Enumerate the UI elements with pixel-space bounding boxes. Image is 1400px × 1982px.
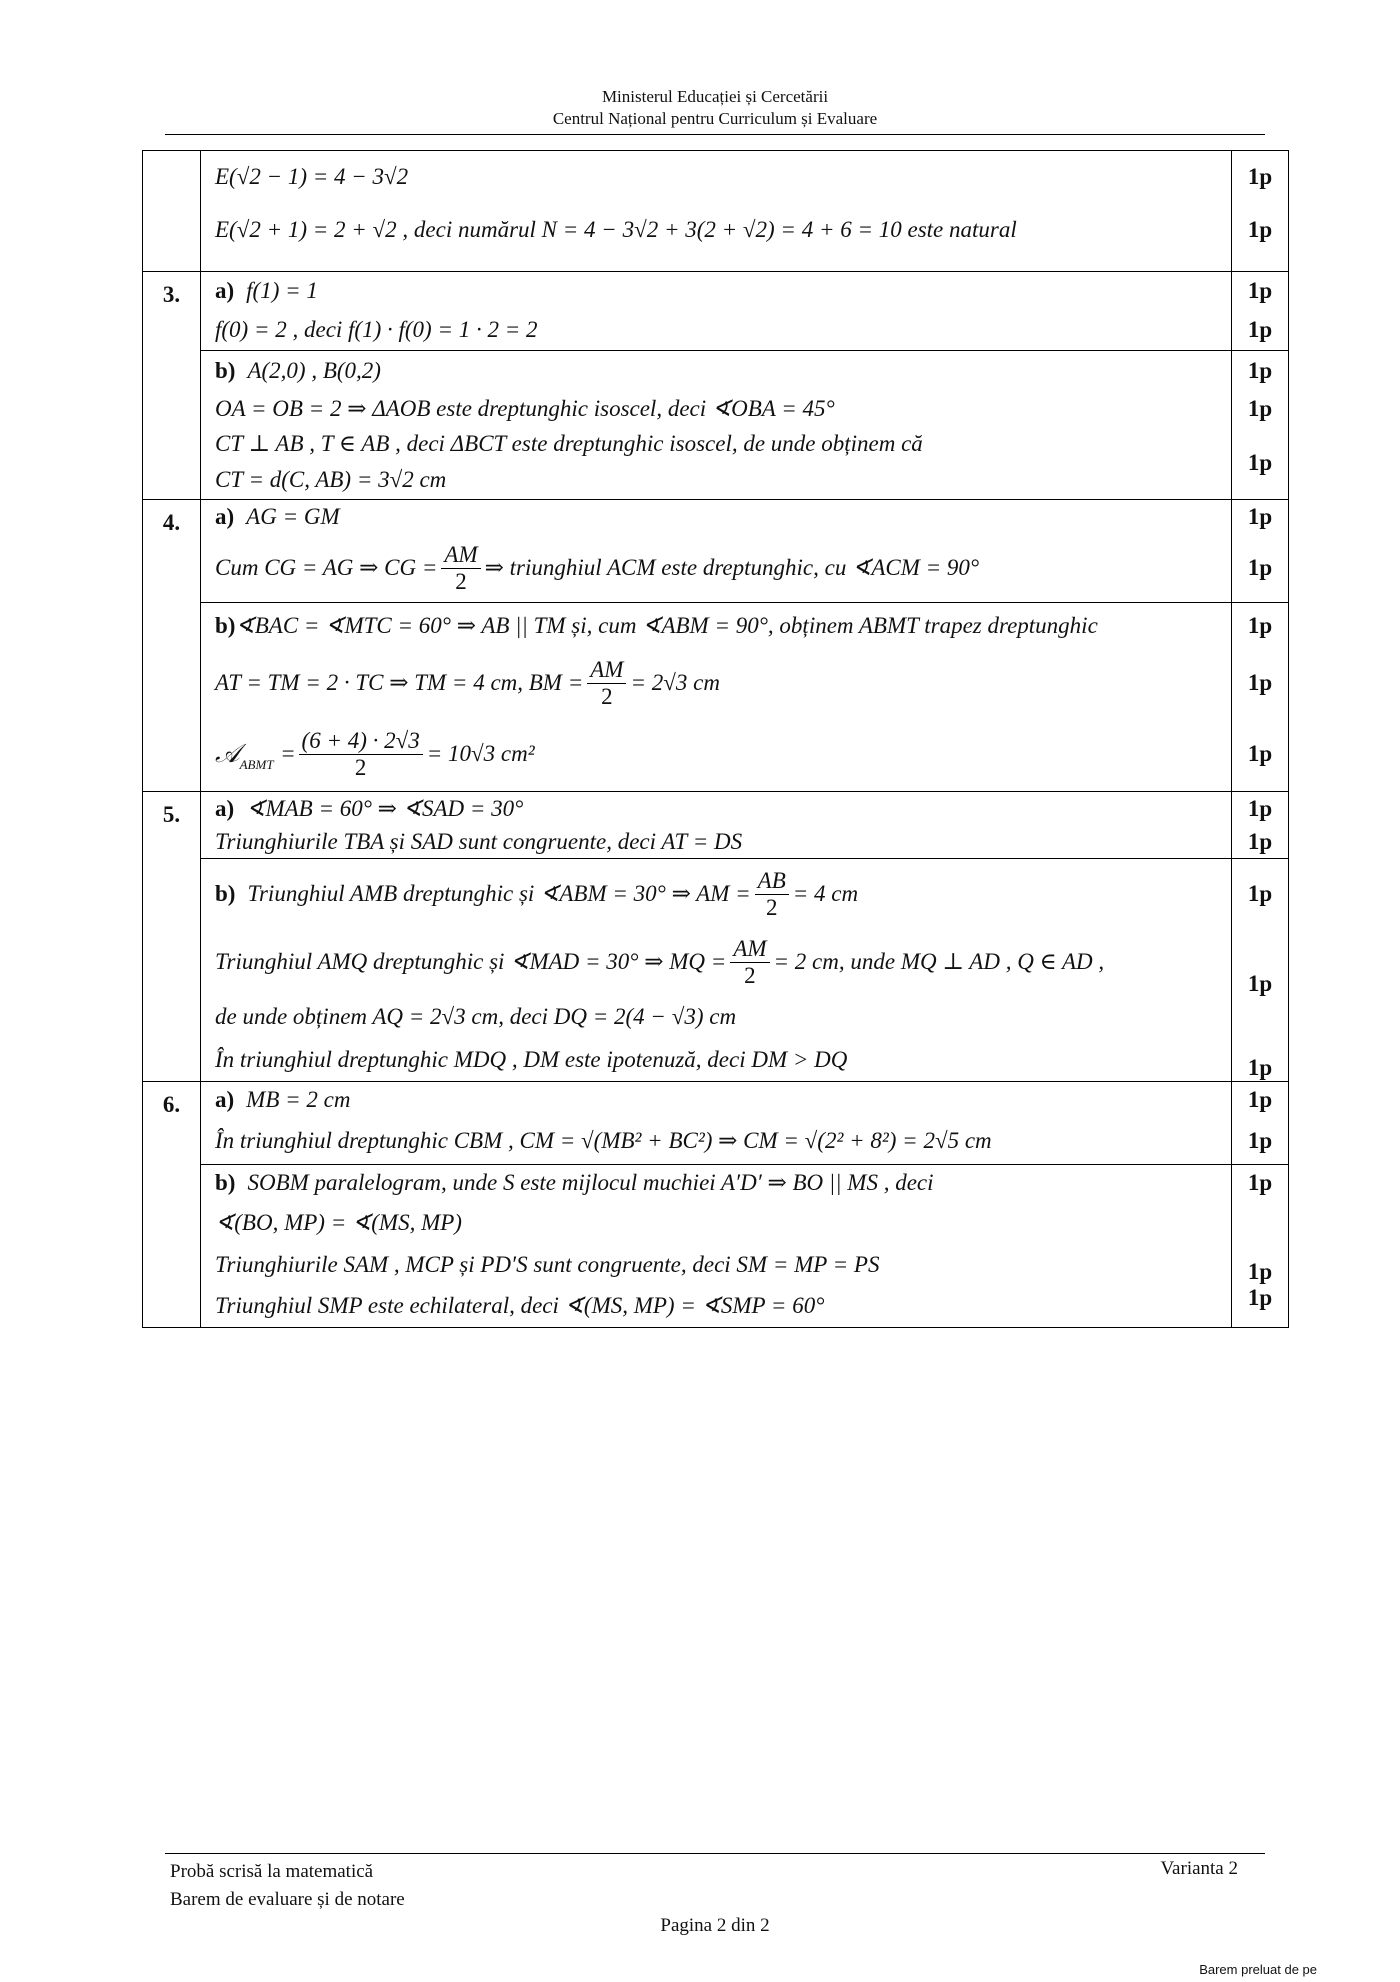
answer-line: de unde obținem AQ = 2√3 cm, deci DQ = 2(4 − √3) cm — [215, 1004, 737, 1029]
fraction-denominator: 2 — [455, 568, 467, 594]
answer-cell — [201, 792, 1232, 859]
fraction-denominator: 2 — [601, 683, 613, 709]
answer-cell — [201, 351, 1232, 500]
answer-cell — [201, 151, 1232, 272]
table-row — [143, 151, 1289, 272]
answer-line: E(√2 + 1) = 2 + √2 , deci numărul N = 4 − 3√2 + 3(2 + √2) = 4 + 6 = 10 este natural — [215, 217, 1017, 242]
answer-line: SOBM paralelogram, unde S este mijlocul muchiei A′D′ ⇒ BO || MS , deci — [247, 1170, 934, 1195]
source-credit: Barem preluat de pe — [1199, 1962, 1317, 1977]
fraction-denominator: 2 — [354, 754, 367, 780]
points-cell — [1232, 151, 1289, 272]
fraction — [441, 542, 480, 595]
points-cell — [1232, 272, 1289, 351]
center-name: Centrul Național pentru Curriculum și Evaluare — [552, 109, 878, 128]
answer-line: ∢BAC = ∢MTC = 60° ⇒ AB || TM și, cum ∢ABM = 90°, obținem ABMT trapez dreptunghic — [235, 613, 1098, 638]
fraction — [587, 657, 626, 710]
fraction-numerator: (6 + 4) · 2√3 — [299, 728, 423, 755]
fraction — [755, 868, 789, 921]
fraction — [730, 936, 769, 989]
table-row — [143, 272, 1289, 351]
fraction-denominator: 2 — [765, 894, 778, 920]
header-rule — [165, 134, 1265, 135]
subpoint-label: b) — [215, 1170, 236, 1195]
answer-line: Triunghiurile SAM , MCP și PD′S sunt congruente, deci SM = MP = PS — [215, 1252, 880, 1277]
subpoint-label: a) — [215, 1087, 235, 1112]
answer-line: CT = d(C, AB) = 3√2 cm — [215, 467, 447, 492]
item-number-cell: 3. — [143, 272, 201, 500]
points-value: 1p — [1247, 1285, 1273, 1310]
answer-line: = 2 cm, unde MQ ⊥ AD , Q ∈ AD , — [773, 949, 1105, 974]
answer-line: În triunghiul dreptunghic CBM , CM = √(MB² + BC²) ⇒ CM = √(2² + 8²) = 2√5 cm — [215, 1128, 992, 1153]
table-row — [143, 603, 1289, 792]
page-header — [165, 86, 1265, 130]
table-row — [143, 351, 1289, 500]
answer-cell — [201, 272, 1232, 351]
answer-cell — [201, 603, 1232, 792]
area-subscript: ABMT — [239, 757, 274, 772]
answer-line: E(√2 − 1) = 4 − 3√2 — [215, 164, 409, 189]
points-value: 1p — [1247, 1128, 1273, 1153]
points-value: 1p — [1247, 555, 1273, 580]
answer-line: f(1) = 1 — [246, 278, 318, 303]
points-value: 1p — [1247, 358, 1273, 383]
ministry-name: Ministerul Educației și Cercetării — [601, 87, 829, 106]
points-cell — [1232, 1165, 1289, 1328]
subpoint-label: b) — [215, 881, 236, 906]
page-number: Pagina 2 din 2 — [660, 1915, 770, 1936]
subpoint-label: a) — [215, 278, 235, 303]
table-row — [143, 1165, 1289, 1328]
points-value: 1p — [1247, 217, 1273, 242]
answer-cell — [201, 859, 1232, 1082]
answer-line: A(2,0) , B(0,2) — [247, 358, 381, 383]
points-cell — [1232, 859, 1289, 1082]
answer-line: Triunghiul SMP este echilateral, deci ∢(MS, MP) = ∢SMP = 60° — [215, 1293, 825, 1318]
points-value: 1p — [1247, 796, 1273, 821]
subpoint-label: b) — [215, 613, 236, 638]
points-cell — [1232, 1082, 1289, 1165]
footer-left — [170, 1858, 405, 1914]
item-number-cell: 6. — [143, 1082, 201, 1328]
answer-line: ∢MAB = 60° ⇒ ∢SAD = 30° — [246, 796, 524, 821]
answer-cell — [201, 1082, 1232, 1165]
points-cell — [1232, 603, 1289, 792]
points-cell — [1232, 500, 1289, 603]
points-value: 1p — [1247, 1087, 1273, 1112]
fraction — [299, 728, 423, 781]
points-value: 1p — [1247, 396, 1273, 421]
item-number-cell — [143, 151, 201, 272]
answer-line: = 2√3 cm — [630, 670, 720, 695]
answer-line: f(0) = 2 , deci f(1) · f(0) = 1 · 2 = 2 — [215, 317, 538, 342]
answer-line: Cum CG = AG ⇒ CG = — [215, 555, 438, 580]
fraction-numerator: AB — [755, 868, 789, 895]
answer-line: AT = TM = 2 · TC ⇒ TM = 4 cm, BM = — [215, 670, 584, 695]
points-value: 1p — [1247, 1170, 1273, 1195]
answer-line: CT ⊥ AB , T ∈ AB , deci ΔBCT este dreptunghic isoscel, de unde obținem că — [215, 431, 923, 456]
points-value: 1p — [1247, 971, 1273, 996]
points-cell — [1232, 792, 1289, 859]
table-row — [143, 859, 1289, 1082]
table-row — [143, 792, 1289, 859]
points-value: 1p — [1247, 450, 1273, 475]
fraction-denominator: 2 — [744, 962, 756, 988]
points-value: 1p — [1247, 317, 1273, 342]
table-row — [143, 500, 1289, 603]
grading-table — [142, 150, 1289, 1328]
points-value: 1p — [1247, 504, 1273, 529]
points-value: 1p — [1247, 613, 1273, 638]
answer-line: ⇒ triunghiul ACM este dreptunghic, cu ∢ACM = 90° — [484, 555, 980, 580]
footer-rule — [165, 1853, 1265, 1854]
points-value: 1p — [1247, 829, 1273, 854]
answer-line: AG = GM — [246, 504, 340, 529]
points-value: 1p — [1247, 741, 1273, 766]
fraction-numerator: AM — [730, 936, 769, 963]
points-value: 1p — [1247, 670, 1273, 695]
equals-sign: = — [281, 741, 295, 766]
subpoint-label: a) — [215, 504, 235, 529]
points-value: 1p — [1247, 1055, 1273, 1080]
points-cell — [1232, 351, 1289, 500]
answer-cell — [201, 500, 1232, 603]
answer-line: ∢(BO, MP) = ∢(MS, MP) — [215, 1210, 462, 1235]
answer-line: OA = OB = 2 ⇒ ΔAOB este dreptunghic isoscel, deci ∢OBA = 45° — [215, 396, 835, 421]
variant-label: Varianta 2 — [1160, 1858, 1238, 1879]
answer-line: Triunghiul AMQ dreptunghic și ∢MAD = 30° ⇒ MQ = — [215, 949, 727, 974]
exam-name: Probă scrisă la matematică — [170, 1861, 374, 1882]
points-value: 1p — [1247, 1259, 1273, 1284]
points-value: 1p — [1247, 278, 1273, 303]
table-row — [143, 1082, 1289, 1165]
answer-cell — [201, 1165, 1232, 1328]
subpoint-label: b) — [215, 358, 236, 383]
points-value: 1p — [1247, 164, 1273, 189]
answer-line: În triunghiul dreptunghic MDQ , DM este ipotenuză, deci DM > DQ — [215, 1047, 848, 1072]
item-number-cell: 4. — [143, 500, 201, 792]
points-value: 1p — [1247, 881, 1273, 906]
fraction-numerator: AM — [587, 657, 626, 684]
item-number-cell: 5. — [143, 792, 201, 1082]
document-type: Barem de evaluare și de notare — [170, 1889, 405, 1910]
subpoint-label: a) — [215, 796, 235, 821]
answer-line: = 4 cm — [792, 881, 859, 906]
answer-line: MB = 2 cm — [246, 1087, 351, 1112]
answer-line: = 10√3 cm² — [426, 741, 535, 766]
answer-line: Triunghiurile TBA și SAD sunt congruente, deci AT = DS — [215, 829, 743, 854]
area-symbol: 𝒜 — [215, 738, 240, 768]
answer-line: Triunghiul AMB dreptunghic și ∢ABM = 30° ⇒ AM = — [247, 881, 751, 906]
fraction-numerator: AM — [441, 542, 480, 569]
